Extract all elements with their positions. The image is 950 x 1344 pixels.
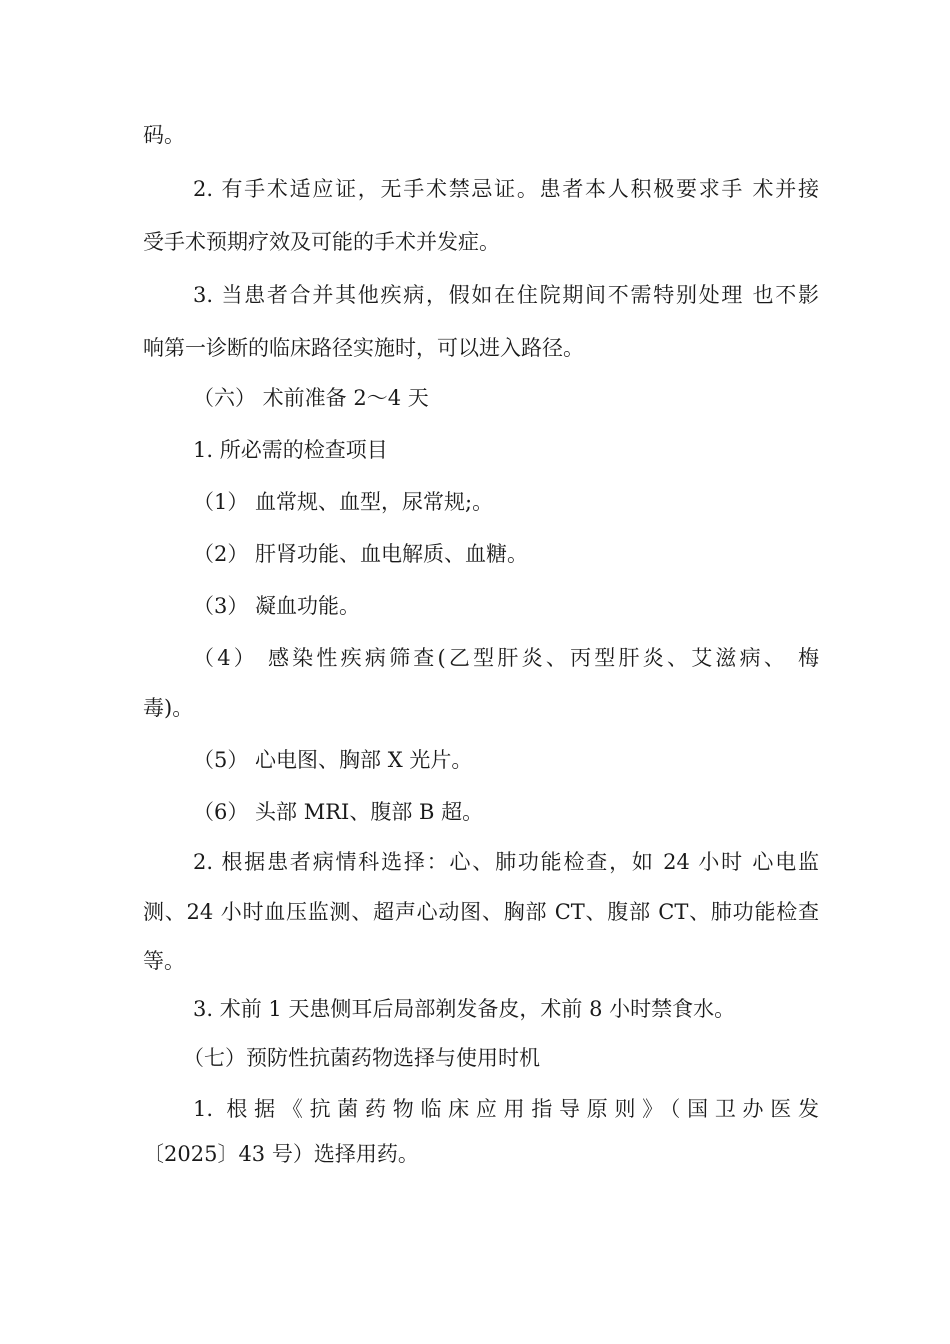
text-line: 受手术预期疗效及可能的手术并发症。 bbox=[143, 230, 500, 254]
text-line: 1. 所必需的检查项目 bbox=[193, 438, 388, 462]
text-line: 2. 根据患者病情科选择：心、肺功能检查，如 24 小时 心电监 bbox=[193, 850, 819, 874]
list-item: （3） 凝血功能。 bbox=[193, 594, 361, 618]
section-heading: （六） 术前准备 2〜4 天 bbox=[193, 386, 429, 410]
list-item: （5） 心电图、胸部 X 光片。 bbox=[193, 748, 473, 772]
section-heading: （七）预防性抗菌药物选择与使用时机 bbox=[183, 1046, 540, 1070]
list-item: （1） 血常规、血型，尿常规;。 bbox=[193, 490, 494, 514]
text-line: 3. 当患者合并其他疾病，假如在住院期间不需特别处理 也不影 bbox=[193, 283, 819, 307]
text-line: 〔2025〕43 号）选择用药。 bbox=[143, 1142, 419, 1166]
text-line: 3. 术前 1 天患侧耳后局部剃发备皮，术前 8 小时禁食水。 bbox=[193, 997, 736, 1021]
text-line: 等。 bbox=[143, 949, 185, 973]
text-line: 测、24 小时血压监测、超声心动图、胸部 CT、腹部 CT、肺功能检查 bbox=[143, 900, 819, 924]
text-line: 码。 bbox=[143, 123, 185, 147]
list-item: （4） 感染性疾病筛查(乙型肝炎、丙型肝炎、艾滋病、 梅 bbox=[193, 646, 819, 670]
text-line: 毒)。 bbox=[143, 696, 194, 720]
text-line: 2. 有手术适应证，无手术禁忌证。患者本人积极要求手 术并接 bbox=[193, 177, 819, 201]
list-item: （2） 肝肾功能、血电解质、血糖。 bbox=[193, 542, 529, 566]
text-line: 1. 根据《抗菌药物临床应用指导原则》（国卫办医发 bbox=[193, 1097, 819, 1121]
list-item: （6） 头部 MRI、腹部 B 超。 bbox=[193, 800, 484, 824]
text-line: 响第一诊断的临床路径实施时，可以进入路径。 bbox=[143, 336, 584, 360]
